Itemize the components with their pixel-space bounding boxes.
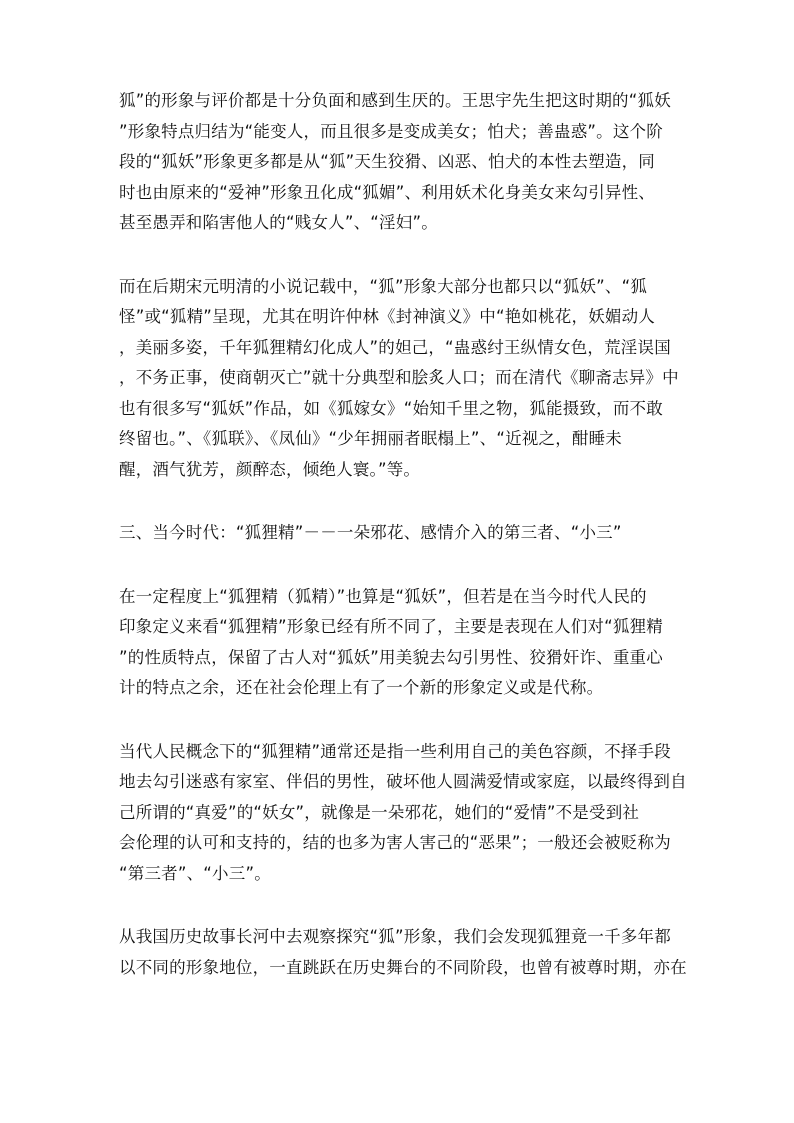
- text-line: 终留也。”、《狐联》、《凤仙》“少年拥丽者眠榻上”、“近视之，酣睡未: [119, 429, 622, 448]
- text-line: 也有很多写“狐妖”作品，如《狐嫁女》“始知千里之物，狐能摄致，而不敢: [119, 398, 663, 418]
- text-line: 印象定义来看“狐狸精”形象已经有所不同了，主要是表现在人们对“狐狸精: [119, 617, 663, 636]
- text-line: 甚至愚弄和陷害他人的“贱女人”、“淫妇”。: [119, 213, 438, 232]
- paragraph: [119, 272, 679, 486]
- paragraph: [119, 737, 687, 890]
- paragraph: [119, 922, 687, 983]
- text-line: ，不务正事，使商朝灭亡”就十分典型和脍炙人口；而在清代《聊斋志异》中: [119, 368, 679, 387]
- text-line: 当代人民概念下的“狐狸精”通常还是指一些利用自己的美色容颜，不择手段: [119, 741, 671, 761]
- paragraph-spacer: [119, 549, 679, 582]
- paragraph-spacer: [119, 239, 679, 272]
- paragraph: [119, 582, 679, 704]
- text-line: 计的特点之余，还在社会伦理上有了一个新的形象定义或是代称。: [119, 678, 604, 697]
- text-line: 地去勾引迷惑有家室、伴侣的男性，破坏他人圆满爱情或家庭，以最终得到自: [119, 772, 687, 791]
- heading-line: 三、当今时代：“狐狸精”－－一朵邪花、感情介入的第三者、“小三”: [119, 523, 622, 542]
- document-page: [119, 86, 687, 983]
- text-line: 从我国历史故事长河中去观察探究“狐”形象，我们会发现狐狸竟一千多年都: [119, 927, 671, 946]
- text-line: ”形象特点归结为“能变人，而且很多是变成美女；怕犬；善蛊惑”。这个阶: [119, 121, 663, 141]
- section-heading: [119, 518, 679, 549]
- text-line: 而在后期宋元明清的小说记载中，“狐”形象大部分也都只以“狐妖”、“狐: [119, 276, 648, 296]
- text-line: 段的“狐妖”形象更多都是从“狐”天生狡猾、凶恶、怕犬的本性去塑造，同: [119, 152, 655, 171]
- text-line: 以不同的形象地位，一直跳跃在历史舞台的不同阶段，也曾有被尊时期，亦在: [119, 957, 687, 977]
- text-line: 狐”的形象与评价都是十分负面和感到生厌的。王思宇先生把这时期的“狐妖: [119, 91, 671, 110]
- paragraph-spacer: [119, 485, 679, 518]
- text-line: “第三者”、“小三”。: [119, 863, 271, 883]
- text-line: 会伦理的认可和支持的，结的也多为害人害己的“恶果”；一般还会被贬称为: [119, 833, 671, 852]
- text-line: 时也由原来的“爱神”形象丑化成“狐媚”、利用妖术化身美女来勾引异性、: [119, 182, 655, 202]
- text-line: ”的性质特点，保留了古人对“狐妖”用美貌去勾引男性、狡猾奸诈、重重心: [119, 647, 663, 667]
- paragraph: [119, 86, 679, 239]
- text-line: 在一定程度上“狐狸精（狐精）”也算是“狐妖”，但若是在当今时代人民的: [119, 586, 647, 606]
- text-line: ，美丽多姿，千年狐狸精幻化成人”的妲己，“蛊惑纣王纵情女色，荒淫误国: [119, 337, 671, 357]
- text-line: 己所谓的“真爱”的“妖女”，就像是一朵邪花，她们的“爱情”不是受到社: [119, 802, 640, 822]
- text-line: 怪”或“狐精”呈现，尤其在明许仲林《封神演义》中“艳如桃花，妖媚动人: [119, 307, 655, 326]
- paragraph-spacer: [119, 704, 679, 737]
- paragraph-spacer: [119, 889, 679, 922]
- text-line: 醒，酒气犹芳，颜醉态，倾绝人寰。”等。: [119, 459, 421, 479]
